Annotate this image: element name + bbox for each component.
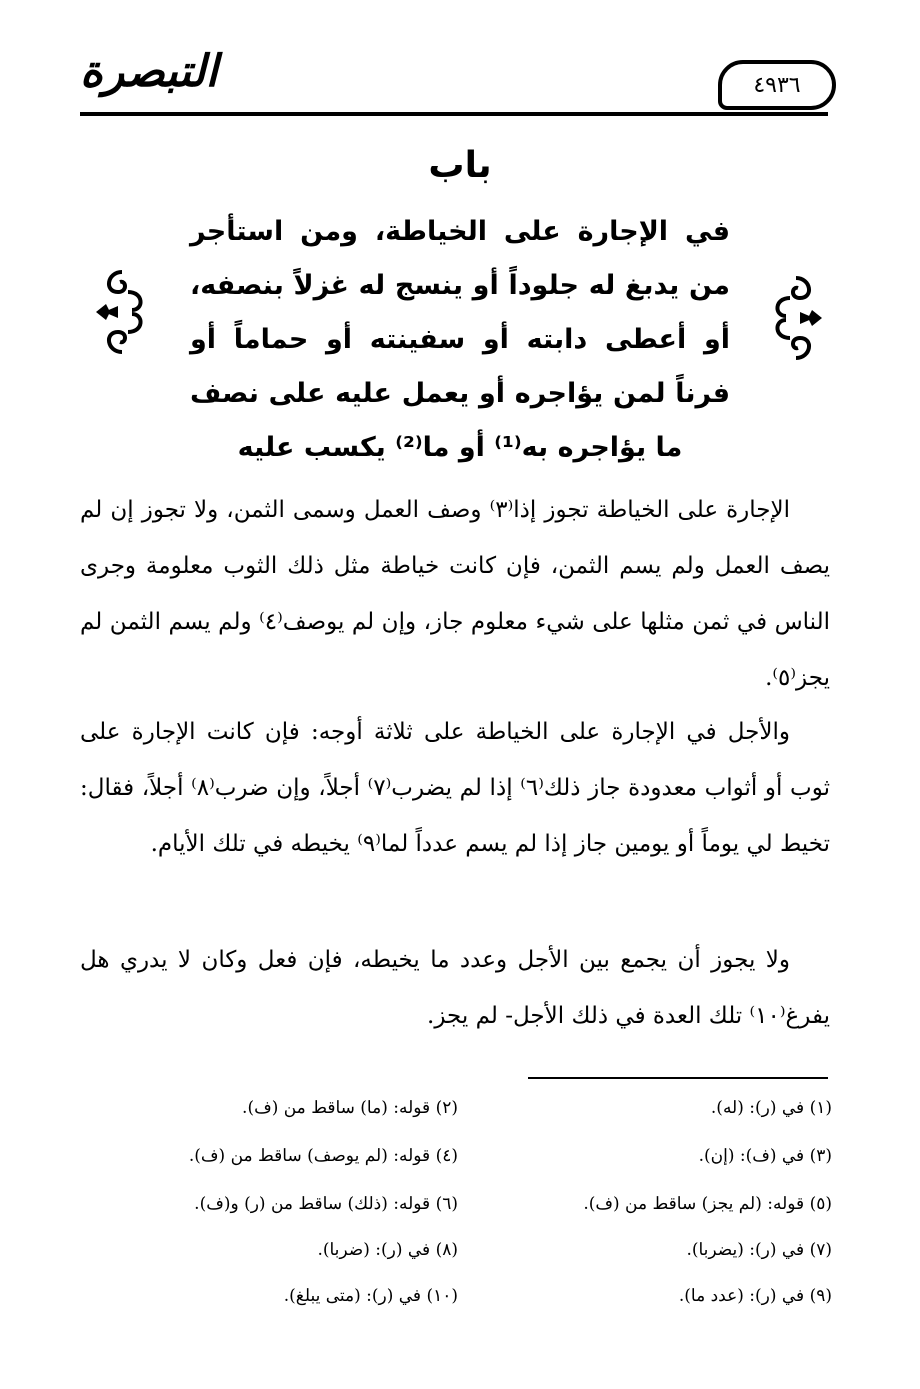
page-number-badge — [718, 60, 836, 110]
chapter-subtitle: في الإجارة على الخياطة، ومن استأجر من يدبغ له جلوداً أو ينسج له غزلاً بنصفه، أو أعطى دابته أو سفينته أو حماماً أو فرناً لمن يؤاجره أو يعمل عليه على نصف ما يؤاجره به⁽¹⁾ أو ما⁽²⁾ يكسب عليه — [190, 216, 730, 463]
footnote-4: (٤) قوله: (لم يوصف) ساقط من (ف). — [188, 1146, 458, 1166]
footnote-9: (٩) في (ر): (عدد ما). — [678, 1286, 832, 1306]
book-title: التبصرة — [80, 46, 218, 97]
footnote-3: (٣) في (ف): (إن). — [698, 1146, 832, 1166]
right-ornament-icon — [766, 268, 826, 368]
paragraph-1: الإجارة على الخياطة تجوز إذا⁽٣⁾ وصف العمل وسمى الثمن، ولا تجوز إن لم يصف العمل ولم يسم الثمن، فإن كانت خياطة مثل ذلك الثوب معلومة وجرى الناس في ثمن مثلها على شيء معلوم جاز، وإن لم يوصف⁽٤⁾ ولم يسم الثمن لم يجز⁽٥⁾. — [80, 497, 830, 691]
footnote-8: (٨) في (ر): (ضربا). — [317, 1240, 458, 1260]
footnote-6: (٦) قوله: (ذلك) ساقط من (ر) و(ف). — [194, 1194, 458, 1214]
header-divider — [80, 112, 828, 116]
footnote-1: (١) في (ر): (له). — [710, 1098, 832, 1118]
paragraph-2: والأجل في الإجارة على الخياطة على ثلاثة أوجه: فإن كانت الإجارة على ثوب أو أثواب معدودة جاز ذلك⁽٦⁾ إذا لم يضرب⁽٧⁾ أجلاً، وإن ضرب⁽٨⁾ أجلاً، فقال: تخيط لي يوماً أو يومين جاز إذا لم يسم عدداً لما⁽٩⁾ يخيطه في تلك الأيام. — [80, 719, 830, 857]
left-ornament-icon — [92, 262, 152, 362]
page-number: ٤٩٣٦ — [753, 72, 801, 98]
footnote-5: (٥) قوله: (لم يجز) ساقط من (ف). — [583, 1194, 832, 1214]
footnote-7: (٧) في (ر): (يضربا). — [686, 1240, 832, 1260]
footnote-10: (١٠) في (ر): (متى يبلغ). — [283, 1286, 458, 1306]
footnote-divider — [528, 1077, 828, 1079]
chapter-title: باب — [428, 145, 492, 186]
paragraph-3: ولا يجوز أن يجمع بين الأجل وعدد ما يخيطه، فإن فعل وكان لا يدري هل يفرغ⁽١٠⁾ تلك العدة في ذلك الأجل- لم يجز. — [80, 947, 830, 1029]
footnote-2: (٢) قوله: (ما) ساقط من (ف). — [242, 1098, 458, 1118]
